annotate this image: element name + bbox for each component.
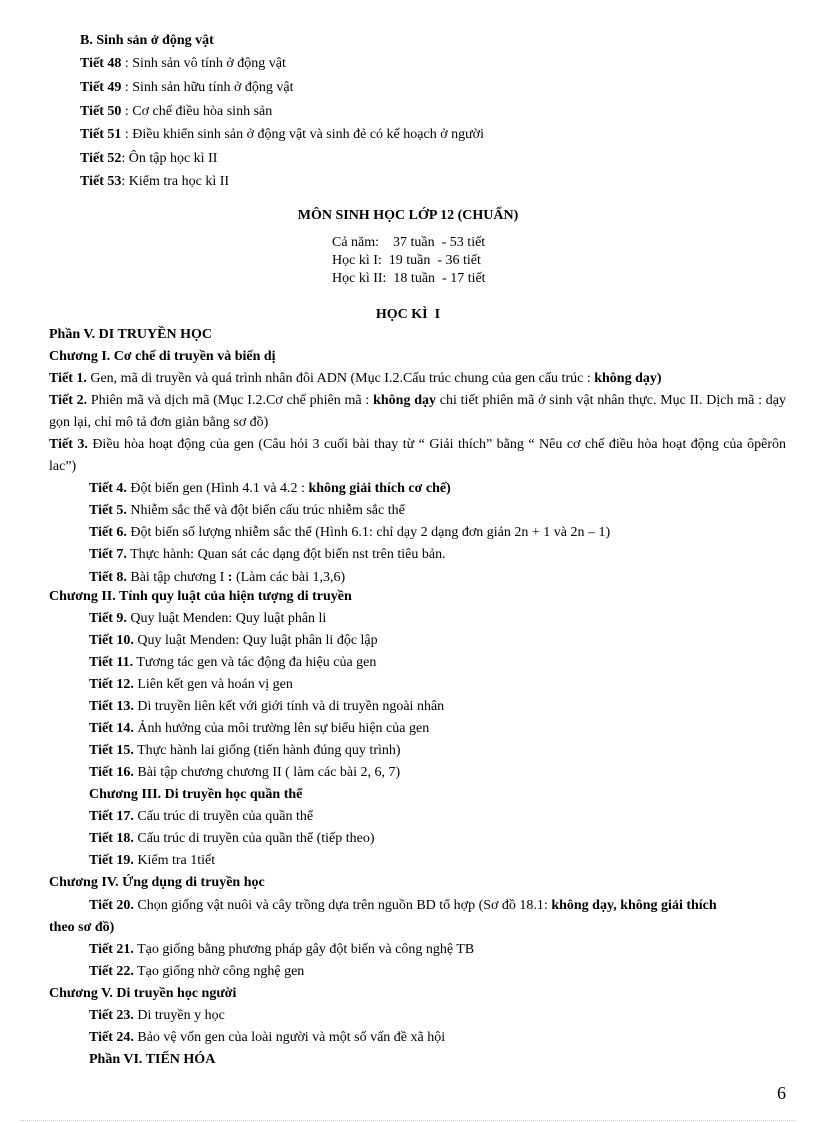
lesson-text: Thực hành: Quan sát các dạng đột biến nst trên tiêu bản.: [126, 547, 446, 562]
lesson-label: Tiết 52: [80, 151, 122, 166]
lesson-text: Di truyền liên kết với giới tính và di truyền ngoài nhân: [133, 699, 445, 714]
lesson-text: Bảo vệ vốn gen của loài người và một số vấn đề xã hội: [133, 1030, 446, 1045]
lesson-text: : Sinh sản vô tính ở động vật: [121, 56, 286, 71]
subject-title: MÔN SINH HỌC LỚP 12 (CHUẨN): [297, 208, 519, 223]
lesson-label: Tiết 1.: [49, 371, 87, 386]
lesson-label: Tiết 10.: [89, 633, 134, 648]
lesson-5: [89, 502, 405, 520]
lesson-text: : Kiểm tra học kì II: [121, 174, 230, 189]
lesson-text: : Cơ chế điều hòa sinh sản: [121, 104, 273, 119]
lesson-7: [89, 546, 446, 564]
lesson-text: Tạo giống nhờ công nghệ gen: [133, 964, 305, 979]
lesson-text: Cấu trúc di truyền của quần thể (tiếp theo): [133, 831, 375, 846]
lesson-text: Di truyền y học: [133, 1008, 225, 1023]
lesson-text: Nhiễm sắc thể và đột biến cấu trúc nhiễm sắc thể: [126, 503, 405, 518]
lesson-10: [89, 632, 378, 650]
section-heading-b: B. Sinh sản ở động vật: [80, 33, 214, 48]
lesson-label: Tiết 24.: [89, 1030, 134, 1045]
year-summary-hk2: Học kì II: 18 tuần - 17 tiết: [332, 271, 486, 286]
chapter-2-heading: Chương II. Tính quy luật của hiện tượng di truyền: [49, 589, 352, 604]
lesson-17: [89, 808, 313, 826]
lesson-text: Tạo giống bằng phương pháp gây đột biến và công nghệ TB: [133, 942, 475, 957]
lesson-8: [89, 569, 345, 587]
lesson-label: Tiết 15.: [89, 743, 134, 758]
lesson-12: [89, 676, 293, 694]
chapter-3-heading: Chương III. Di truyền học quần thể: [89, 787, 303, 802]
lesson-14: [89, 720, 429, 738]
lesson-label: Tiết 53: [80, 174, 122, 189]
lesson-text: : Điều khiển sinh sản ở động vật và sinh đẻ có kế hoạch ở người: [121, 127, 484, 142]
lesson-text: Phiên mã và dịch mã (Mục I.2.Cơ chế phiên mã :: [87, 393, 374, 408]
lesson-13: [89, 698, 444, 716]
lesson-label: Tiết 9.: [89, 611, 127, 626]
lesson-1: [49, 368, 786, 390]
lesson-text: Bài tập chương chương II ( làm các bài 2, 6, 7): [133, 765, 401, 780]
lesson-text: Thực hành lai giống (tiến hành đúng quy trình): [133, 743, 401, 758]
lesson-label: Tiết 5.: [89, 503, 127, 518]
lesson-51: [80, 126, 484, 144]
footer-divider: [20, 1120, 796, 1121]
lesson-text: Điều hòa hoạt động của gen (Câu hỏi 3 cuối bài thay từ “ Giải thích” bằng “ Nêu cơ chế điều hòa hoạt động của ôpêrôn lac”): [49, 437, 786, 474]
lesson-53: [80, 173, 229, 191]
lesson-label: Tiết 3.: [49, 437, 88, 452]
lesson-20-continued: theo sơ đồ): [49, 920, 115, 935]
lesson-16: [89, 764, 400, 782]
year-summary-full: Cả năm: 37 tuần - 53 tiết: [332, 235, 486, 250]
lesson-20: [89, 897, 717, 915]
lesson-text: Tương tác gen và tác động đa hiệu của gen: [133, 655, 377, 670]
lesson-bold-note: :: [227, 570, 233, 585]
lesson-label: Tiết 19.: [89, 853, 134, 868]
lesson-label: Tiết 20.: [89, 898, 134, 913]
lesson-text: Quy luật Menden: Quy luật phân li độc lập: [133, 633, 378, 648]
lesson-label: Tiết 23.: [89, 1008, 134, 1023]
chapter-4-heading: Chương IV. Ứng dụng di truyền học: [49, 875, 265, 890]
lesson-bold-note: không dạy, không giải thích: [551, 898, 717, 913]
lesson-21: [89, 941, 474, 959]
lesson-label: Tiết 21.: [89, 942, 134, 957]
part-vi-heading: Phần VI. TIẾN HÓA: [89, 1052, 216, 1067]
lesson-label: Tiết 49: [80, 80, 122, 95]
lesson-text: : Sinh sản hữu tính ở động vật: [121, 80, 294, 95]
lesson-text: : Ôn tập học kì II: [121, 151, 218, 166]
lesson-4: [89, 480, 451, 498]
lesson-bold-note: không dạy: [373, 393, 437, 408]
lesson-label: Tiết 8.: [89, 570, 127, 585]
lesson-label: Tiết 48: [80, 56, 122, 71]
lesson-label: Tiết 2.: [49, 393, 88, 408]
lesson-label: Tiết 11.: [89, 655, 134, 670]
lesson-label: Tiết 17.: [89, 809, 134, 824]
lesson-15: [89, 742, 401, 760]
lesson-48: [80, 55, 286, 73]
lesson-text: Quy luật Menden: Quy luật phân li: [126, 611, 327, 626]
lesson-text: Cấu trúc di truyền của quần thể: [133, 809, 314, 824]
lesson-50: [80, 103, 272, 121]
lesson-3: [49, 434, 786, 478]
lesson-text: Kiểm tra 1tiết: [133, 853, 216, 868]
lesson-text: Đột biến số lượng nhiễm sắc thể (Hình 6.1: chỉ dạy 2 dạng đơn giản 2n + 1 và 2n – 1): [126, 525, 611, 540]
lesson-label: Tiết 22.: [89, 964, 134, 979]
lesson-22: [89, 963, 304, 981]
lesson-label: Tiết 4.: [89, 481, 127, 496]
lesson-11: [89, 654, 376, 672]
lesson-text-cont: chi tiết phiên mã ở sinh vật nhân thực. Mục II. Dịch mã : dạy gọn lại, chỉ mô tả đơn giản bằng sơ đồ): [49, 393, 786, 430]
lesson-text-cont: (Làm các bài 1,3,6): [232, 570, 346, 585]
chapter-5-heading: Chương V. Di truyền học người: [49, 986, 237, 1001]
lesson-text: Bài tập chương I: [126, 570, 228, 585]
lesson-text: Gen, mã di truyền và quá trình nhân đôi ADN (Mục I.2.Cấu trúc chung của gen cấu trúc :: [86, 371, 595, 386]
lesson-label: Tiết 50: [80, 104, 122, 119]
lesson-label: Tiết 12.: [89, 677, 134, 692]
year-summary-hk1: Học kì I: 19 tuần - 36 tiết: [332, 253, 481, 268]
lesson-text: Chọn giống vật nuôi và cây trồng dựa trên nguồn BD tổ hợp (Sơ đồ 18.1:: [133, 898, 552, 913]
lesson-6: [89, 524, 610, 542]
lesson-text: Liên kết gen và hoán vị gen: [133, 677, 293, 692]
lesson-18: [89, 830, 375, 848]
lesson-49: [80, 79, 293, 97]
page-number: 6: [777, 1083, 786, 1103]
lesson-label: Tiết 16.: [89, 765, 134, 780]
lesson-23: [89, 1007, 225, 1025]
lesson-bold-note: không dạy): [594, 371, 662, 386]
lesson-label: Tiết 18.: [89, 831, 134, 846]
lesson-label: Tiết 51: [80, 127, 122, 142]
lesson-24: [89, 1029, 445, 1047]
part-v-heading: Phần V. DI TRUYỀN HỌC: [49, 327, 212, 342]
lesson-text: Ảnh hưởng của môi trường lên sự biểu hiện của gen: [133, 721, 430, 736]
lesson-2: [49, 390, 786, 434]
chapter-1-heading: Chương I. Cơ chế di truyền và biến dị: [49, 349, 276, 364]
lesson-9: [89, 610, 326, 628]
lesson-text: Đột biến gen (Hình 4.1 và 4.2 :: [126, 481, 309, 496]
lesson-bold-note: không giải thích cơ chế): [308, 481, 451, 496]
lesson-label: Tiết 13.: [89, 699, 134, 714]
lesson-52: [80, 150, 217, 168]
semester-title: HỌC KÌ I: [375, 307, 441, 322]
lesson-label: Tiết 7.: [89, 547, 127, 562]
lesson-19: [89, 852, 215, 870]
lesson-label: Tiết 14.: [89, 721, 134, 736]
lesson-label: Tiết 6.: [89, 525, 127, 540]
